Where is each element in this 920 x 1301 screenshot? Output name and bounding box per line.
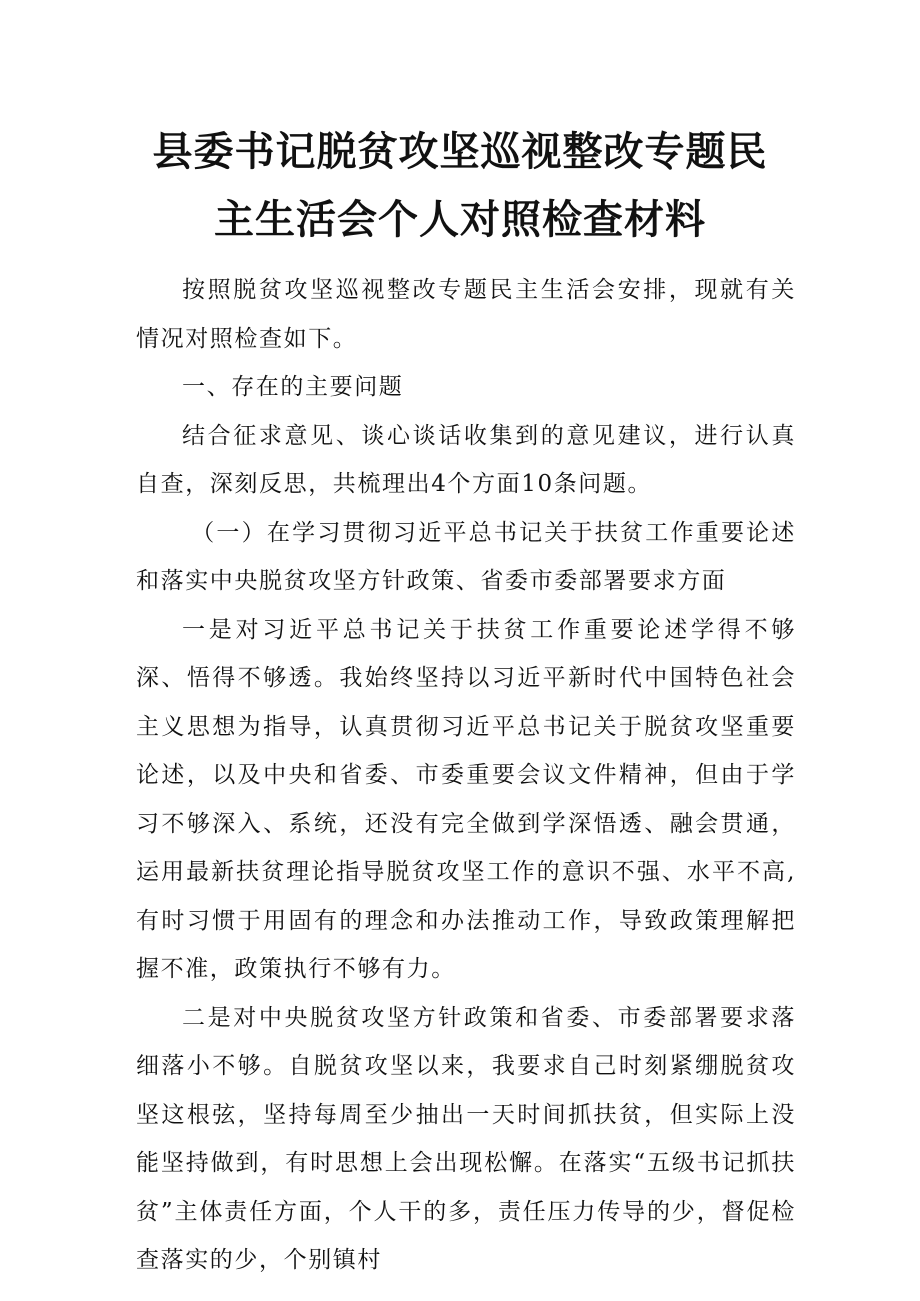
document-title-line-2: 主生活会个人对照检查材料 — [214, 197, 706, 243]
problem-paragraph-1: 一是对习近平总书记关于扶贫工作重要论述学得不够深、悟得不够透。我始终坚持以习近平新时代中国特色社会主义思想为指导，认真贯彻习近平总书记关于脱贫攻坚重要论述，以及中央和省委、市委重要会议文件精神，但由于学习不够深入、系统，还没有完全做到学深悟透、融会贯通，运用最新扶贫理论指导脱贫攻坚工作的意识不强、水平不高,有时习惯于用固有的理念和办法推动工作，导致政策理解把握不准，政策执行不够有力。 — [136, 616, 796, 982]
section-heading: 一、存在的主要问题 — [182, 374, 404, 400]
summary-paragraph: 结合征求意见、谈心谈话收集到的意见建议，进行认真自查，深刻反思，共梳理出4个方面10条问题。 — [136, 422, 796, 497]
intro-paragraph: 按照脱贫攻坚巡视整改专题民主生活会安排，现就有关情况对照检查如下。 — [136, 277, 796, 352]
problem-paragraph-2: 二是对中央脱贫攻坚方针政策和省委、市委部署要求落细落小不够。自脱贫攻坚以来，我要求自己时刻紧绷脱贫攻坚这根弦，坚持每周至少抽出一天时间抓扶贫，但实际上没能坚持做到，有时思想上会出现松懈。在落实“五级书记抓扶贫”主体责任方面，个人干的多，责任压力传导的少，督促检查落实的少，个别镇村 — [136, 1004, 796, 1273]
document-body — [136, 266, 796, 1285]
subsection-heading: （一）在学习贯彻习近平总书记关于扶贫工作重要论述和落实中央脱贫攻坚方针政策、省委市委部署要求方面 — [136, 519, 796, 594]
document-title-line-1: 县委书记脱贫攻坚巡视整改专题民 — [152, 129, 768, 175]
